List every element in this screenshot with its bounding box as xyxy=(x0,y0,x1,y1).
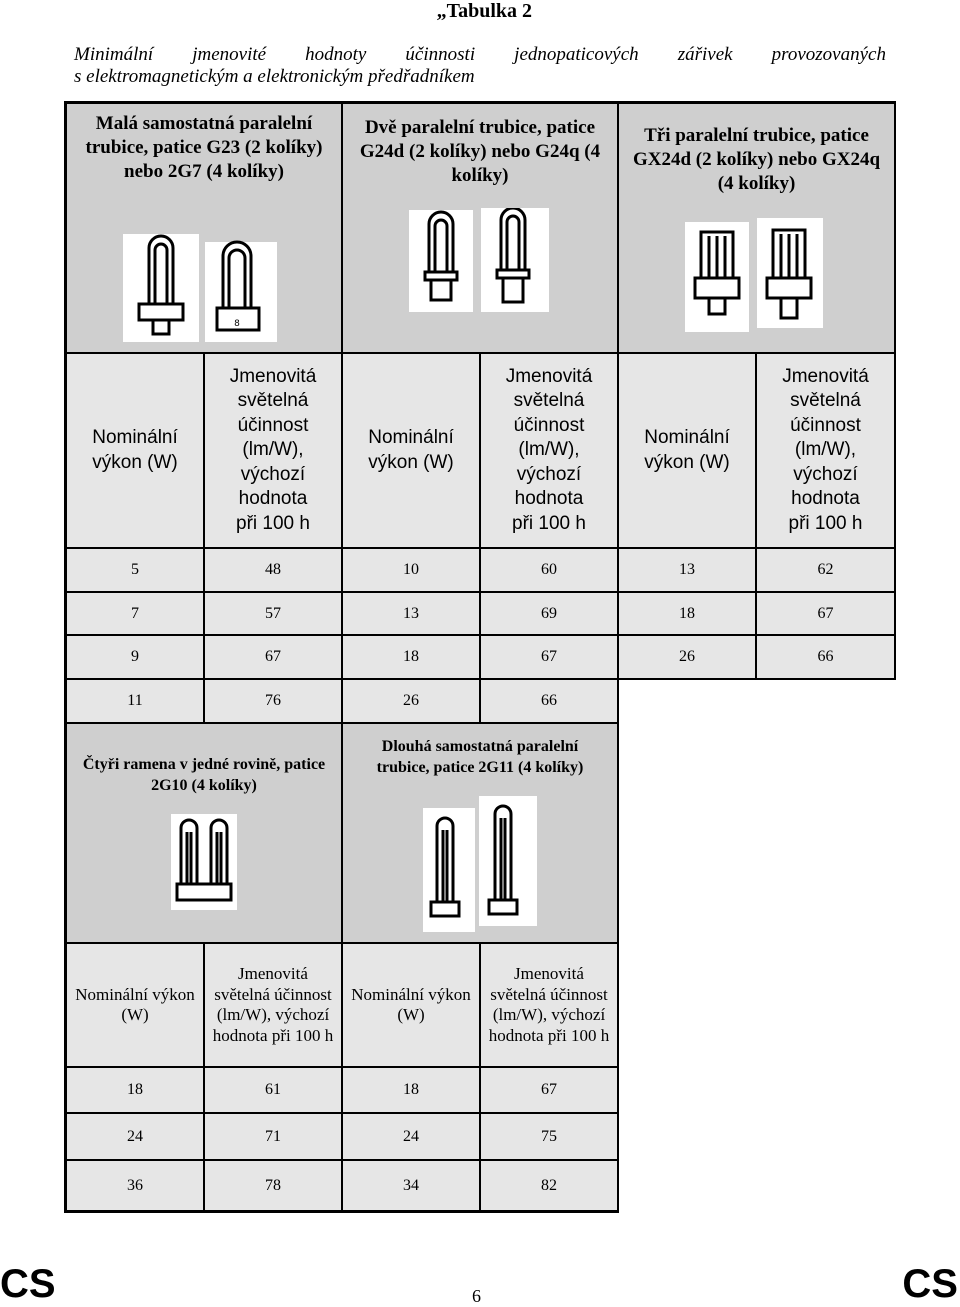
t1-cell: 18 xyxy=(619,593,757,636)
t1-cell: 60 xyxy=(481,549,619,593)
t1-cell: 67 xyxy=(481,636,619,680)
header-gx24-label: Tři paralelní trubice, patice GX24d (2 kolíky) nebo GX24q (4 kolíky) xyxy=(632,125,881,194)
page-number: 6 xyxy=(472,1286,481,1306)
table-title: „Tabulka 2 xyxy=(436,0,532,22)
lamp-g24-icon xyxy=(409,208,553,314)
t1-cell: 26 xyxy=(619,636,757,680)
header-2g11-label: Dlouhá samostatná paralelní trubice, patice 2G11 (4 kolíky) xyxy=(376,738,584,776)
t1-cell: 76 xyxy=(205,680,343,724)
t1-col-power-3: Nominální výkon (W) xyxy=(619,354,757,549)
header-g24 xyxy=(343,104,619,354)
t2-cell: 24 xyxy=(64,1114,205,1161)
lamp-2g10-icon xyxy=(171,814,237,910)
t1-cell: 66 xyxy=(757,636,896,680)
t1-cell: 69 xyxy=(481,593,619,636)
t2-cell: 78 xyxy=(205,1161,343,1213)
t1-cell: 57 xyxy=(205,593,343,636)
svg-text:8: 8 xyxy=(234,319,240,329)
t1-cell: 26 xyxy=(343,680,481,724)
t2-cell: 36 xyxy=(64,1161,205,1213)
t1-cell: 13 xyxy=(619,549,757,593)
lamp-g23-icon xyxy=(123,234,277,344)
t1-cell: 66 xyxy=(481,680,619,724)
t2-cell: 82 xyxy=(481,1161,619,1213)
t2-cell: 18 xyxy=(64,1068,205,1114)
t1-cell: 67 xyxy=(757,593,896,636)
t1-cell: 13 xyxy=(343,593,481,636)
t2-cell: 67 xyxy=(481,1068,619,1114)
t2-cell: 34 xyxy=(343,1161,481,1213)
t1-cell: 10 xyxy=(343,549,481,593)
t2-cell: 71 xyxy=(205,1114,343,1161)
header-g23 xyxy=(67,104,343,354)
t1-cell: 48 xyxy=(205,549,343,593)
header-2g11 xyxy=(343,724,619,944)
t1-cell: 7 xyxy=(67,593,205,636)
footer-language-right: CS xyxy=(902,1262,958,1306)
t1-col-efficacy-2: Jmenovitá světelná účinnost (lm/W), výchozí hodnota při 100 h xyxy=(481,354,619,549)
header-2g10 xyxy=(64,724,343,944)
t2-cell: 18 xyxy=(343,1068,481,1114)
t2-col-efficacy-2: Jmenovitá světelná účinnost (lm/W), výchozí hodnota při 100 h xyxy=(481,944,619,1068)
lamp-2g11-icon xyxy=(423,796,539,932)
t1-col-power-2: Nominální výkon (W) xyxy=(343,354,481,549)
t2-cell: 61 xyxy=(205,1068,343,1114)
footer-language-left: CS xyxy=(0,1262,56,1306)
t2-cell: 75 xyxy=(481,1114,619,1161)
header-g23-label: Malá samostatná paralelní trubice, patice G23 (2 kolíky) nebo 2G7 (4 kolíky) xyxy=(85,113,323,182)
header-2g10-label: Čtyři ramena v jedné rovině, patice 2G10 (4 kolíky) xyxy=(82,756,326,794)
t2-col-power-1: Nominální výkon (W) xyxy=(64,944,205,1068)
t1-col-power-1: Nominální výkon (W) xyxy=(67,354,205,549)
t1-cell: 62 xyxy=(757,549,896,593)
t1-cell: 67 xyxy=(205,636,343,680)
t1-cell: 11 xyxy=(64,680,205,724)
t1-cell: 18 xyxy=(343,636,481,680)
t1-col-efficacy-3: Jmenovitá světelná účinnost (lm/W), výchozí hodnota při 100 h xyxy=(757,354,896,549)
t1-cell: 5 xyxy=(67,549,205,593)
table-subtitle xyxy=(74,44,886,88)
t1-col-efficacy-1: Jmenovitá světelná účinnost (lm/W), výchozí hodnota při 100 h xyxy=(205,354,343,549)
header-gx24 xyxy=(619,104,896,354)
t2-cell: 24 xyxy=(343,1114,481,1161)
t2-col-efficacy-1: Jmenovitá světelná účinnost (lm/W), výchozí hodnota při 100 h xyxy=(205,944,343,1068)
lamp-gx24-icon xyxy=(685,218,825,332)
header-g24-label: Dvě paralelní trubice, patice G24d (2 kolíky) nebo G24q (4 kolíky) xyxy=(359,117,601,186)
subtitle-line-1: Minimální jmenovité hodnoty účinnosti jednopaticových zářivek provozovaných xyxy=(74,44,886,65)
t1-cell: 9 xyxy=(67,636,205,680)
subtitle-line-2: s elektromagnetickým a elektronickým předřadníkem xyxy=(74,66,475,87)
t2-col-power-2: Nominální výkon (W) xyxy=(343,944,481,1068)
